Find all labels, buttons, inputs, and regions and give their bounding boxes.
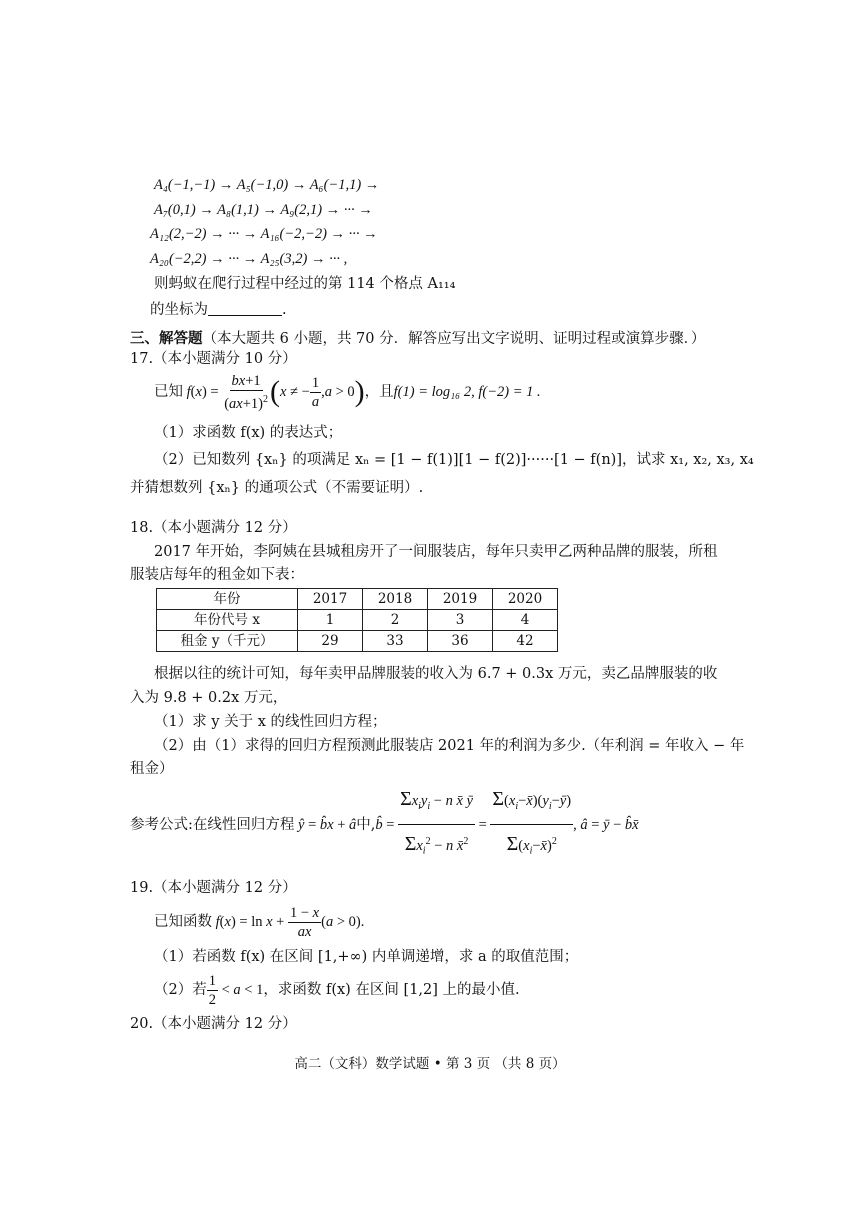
q19-header: 19.（本小题满分 12 分） <box>130 880 297 896</box>
q18-intro-line1: 2017 年开始，李阿姨在县城租房开了一间服装店，每年只卖甲乙两种品牌的服装，所租 <box>154 544 718 560</box>
table-row <box>157 610 558 631</box>
answer-blank <box>208 301 282 316</box>
table-cell: 36 <box>428 631 493 652</box>
table-cell: 4 <box>493 610 558 631</box>
q19-part2-suffix: ，求函数 f(x) 在区间 [1,2] 上的最小值. <box>263 982 520 998</box>
q18-part-2a: （2）由（1）求得的回归方程预测此服装店 2021 年的利润为多少.（年利润 = 年收入 − 年 <box>154 738 745 754</box>
table-cell: 租金 y（千元） <box>157 631 298 652</box>
table-row <box>157 631 558 652</box>
rent-table <box>156 588 558 652</box>
sequence-row-3: A₁₂(2,−2) → ··· → A₁₆(−2,−2) → ··· → <box>150 226 378 242</box>
table-row <box>157 589 558 610</box>
table-cell: 年份代号 x <box>157 610 298 631</box>
section-3-heading <box>130 329 705 349</box>
q17-function-lhs: f <box>183 384 191 400</box>
q19-part2-prefix: （2）若 <box>154 982 207 998</box>
q19-part-2: （2）若 $\frac{1}{2}$ < a < 1 ，求函数 f(x) 在区间 [1,2] 上的最小值. <box>154 972 520 1008</box>
sequence-row-1: A₄(−1,−1) → A₅(−1,0) → A₆(−1,1) → <box>154 177 380 193</box>
q18-reference-formula: 参考公式:在线性回归方程 ŷ = b̂x + â 中, b̂ = $\frac{\Sigma x_iy_i - n x̄ ȳ}{\Sigma x_i^2 - n x̄^2}$ = $\frac{\Sigma(x_i-x̄)(y_i-ȳ)}{\Sigma(x_i-x̄)^2}$ , â = ȳ − b̂x̄ <box>130 780 639 870</box>
sequence-question-line2 <box>150 300 287 320</box>
ref-prefix: 参考公式:在线性回归方程 <box>130 817 295 833</box>
q19-given: 已知函数 f ( x ) = ln x + $\frac{1 - x}{ax}$ ( a > 0). <box>154 904 365 940</box>
q17-part-1: （1）求函数 f(x) 的表达式； <box>154 425 343 441</box>
sequence-row-4: A₂₀(−2,2) → ··· → A₂₅(3,2) → ··· , <box>150 251 348 267</box>
table-cell: 2020 <box>493 589 558 610</box>
q17-given: 已知 f ( x ) = $\frac{bx+1}{(ax+1)^2}$ ( x ≠ − $\frac{1}{a}$ , a > 0 ) ，且 f(1) = log₁₆ 2, f(−2) = 1 . <box>154 372 541 412</box>
q20-header: 20.（本小题满分 12 分） <box>130 1016 297 1032</box>
q18-part-2b: 租金） <box>130 761 174 777</box>
formula-fraction-1: $\frac{\Sigma x_iy_i - n x̄ ȳ}{\Sigma x_i^2 - n x̄^2}$ <box>398 782 475 869</box>
table-cell: 29 <box>298 631 363 652</box>
q17-part-2a: （2）已知数列 {xₙ} 的项满足 xₙ = [1 − f(1)][1 − f(2)]······[1 − f(n)]，试求 x₁, x₂, x₃, x₄ <box>154 452 754 468</box>
ref-middle: 中, <box>356 817 376 833</box>
q19-given-prefix: 已知函数 <box>154 914 212 930</box>
section-3-title: 三、解答题 <box>130 330 203 347</box>
q18-part-1: （1）求 y 关于 x 的线性回归方程； <box>154 714 387 730</box>
q17-function-fraction: $\frac{bx+1}{(ax+1)^2}$ <box>224 372 268 412</box>
q18-stat-line1: 根据以往的统计可知，每年卖甲品牌服装的收入为 6.7 + 0.3x 万元，卖乙品牌服装的收 <box>154 666 718 682</box>
q17-conditions: f(1) = log₁₆ 2, f(−2) = 1 . <box>393 384 541 400</box>
q18-intro-line2: 服装店每年的租金如下表： <box>130 567 304 583</box>
table-cell: 年份 <box>157 589 298 610</box>
q18-header: 18.（本小题满分 12 分） <box>130 520 297 536</box>
page-footer: 高二（文科）数学试题 • 第 3 页 （共 8 页） <box>294 1056 566 1072</box>
q18-stat-line2: 入为 9.8 + 0.2x 万元， <box>130 690 288 706</box>
table-cell: 42 <box>493 631 558 652</box>
sequence-question-line1: 则蚂蚁在爬行过程中经过的第 114 个格点 A₁₁₄ <box>154 276 456 292</box>
answer-suffix: . <box>282 302 287 318</box>
q17-given-prefix: 已知 <box>154 384 183 400</box>
table-cell: 2 <box>363 610 428 631</box>
table-cell: 2018 <box>363 589 428 610</box>
q19-part-1: （1）若函数 f(x) 在区间 [1,+∞) 内单调递增，求 a 的取值范围； <box>154 949 579 965</box>
section-3-instruction: （本大题共 6 小题，共 70 分．解答应写出文字说明、证明过程或演算步骤．） <box>202 331 706 347</box>
table-cell: 1 <box>298 610 363 631</box>
table-cell: 33 <box>363 631 428 652</box>
table-cell: 2017 <box>298 589 363 610</box>
q17-part-2b: 并猜想数列 {xₙ} 的通项公式（不需要证明）. <box>130 480 424 496</box>
q17-given-suffix: ，且 <box>364 384 394 400</box>
sequence-row-2: A₇(0,1) → A₈(1,1) → A₉(2,1) → ··· → <box>154 202 373 218</box>
table-cell: 3 <box>428 610 493 631</box>
q17-header: 17.（本小题满分 10 分） <box>130 351 297 367</box>
table-cell: 2019 <box>428 589 493 610</box>
answer-prefix: 的坐标为 <box>150 302 208 318</box>
formula-fraction-2: $\frac{\Sigma(x_i-x̄)(y_i-ȳ)}{\Sigma(x_i-x̄)^2}$ <box>490 782 573 869</box>
